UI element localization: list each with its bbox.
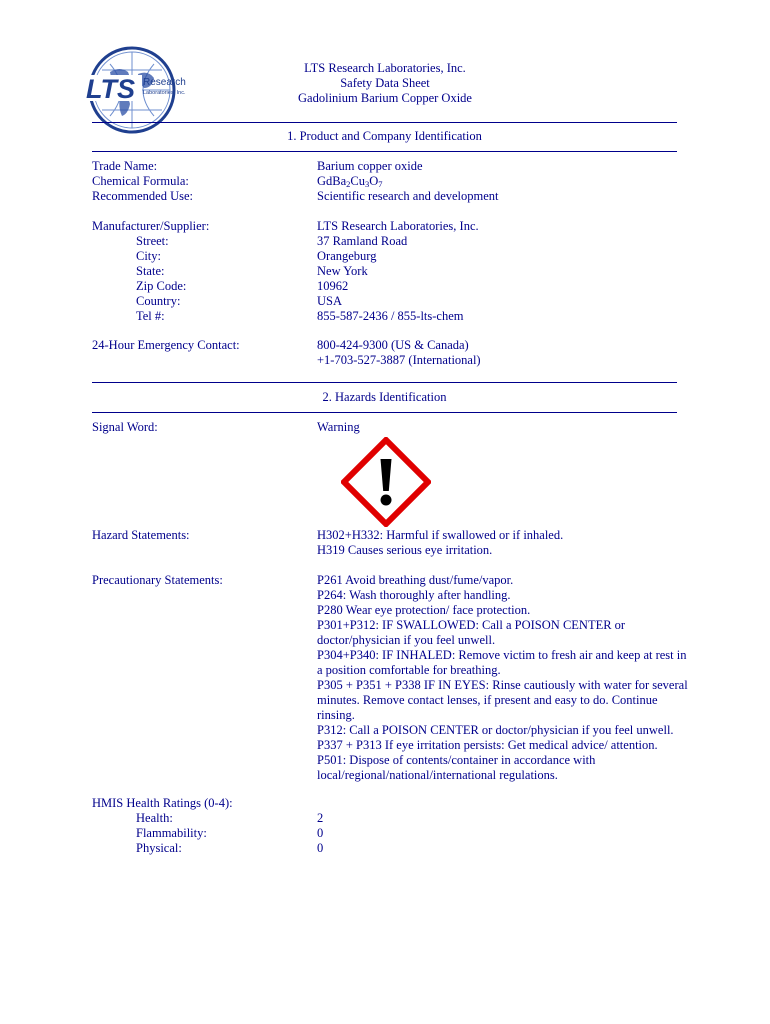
manufacturer-label: Manufacturer/Supplier: bbox=[92, 219, 210, 233]
precaution-item: P261 Avoid breathing dust/fume/vapor. bbox=[317, 573, 514, 587]
zip-code-label: Zip Code: bbox=[136, 279, 187, 293]
document-title: Safety Data Sheet bbox=[340, 76, 430, 90]
hazard-statement-2: H319 Causes serious eye irritation. bbox=[317, 543, 493, 557]
svg-text:LTS: LTS bbox=[86, 74, 135, 104]
section-divider bbox=[92, 122, 677, 123]
precautionary-statements-list bbox=[317, 573, 689, 783]
physical-value: 0 bbox=[317, 841, 324, 855]
precaution-item: P264: Wash thoroughly after handling. bbox=[317, 588, 511, 602]
flammability-value: 0 bbox=[317, 826, 324, 840]
precaution-item: P312: Call a POISON CENTER or doctor/physician if you feel unwell. bbox=[317, 723, 674, 737]
country-label: Country: bbox=[136, 294, 181, 308]
product-name: Gadolinium Barium Copper Oxide bbox=[298, 91, 472, 105]
telephone-value: 855-587-2436 / 855-lts-chem bbox=[317, 309, 464, 323]
emergency-contact-label: 24-Hour Emergency Contact: bbox=[92, 338, 240, 352]
street-label: Street: bbox=[136, 234, 169, 248]
zip-code-value: 10962 bbox=[317, 279, 349, 293]
telephone-label: Tel #: bbox=[136, 309, 165, 323]
company-name: LTS Research Laboratories, Inc. bbox=[304, 61, 466, 75]
city-label: City: bbox=[136, 249, 162, 263]
precaution-item: P337 + P313 If eye irritation persists: Get medical advice/ attention. bbox=[317, 738, 658, 752]
flammability-label: Flammability: bbox=[136, 826, 207, 840]
section-divider bbox=[92, 412, 677, 413]
precautionary-statements-label: Precautionary Statements: bbox=[92, 573, 223, 587]
health-value: 2 bbox=[317, 811, 324, 825]
signal-word-value: Warning bbox=[317, 420, 360, 434]
street-value: 37 Ramland Road bbox=[317, 234, 408, 248]
health-label: Health: bbox=[136, 811, 173, 825]
trade-name-label: Trade Name: bbox=[92, 159, 158, 173]
hazard-statements-label: Hazard Statements: bbox=[92, 528, 190, 542]
hmis-ratings-label: HMIS Health Ratings (0-4): bbox=[92, 796, 233, 810]
section-1-title: 1. Product and Company Identification bbox=[287, 129, 482, 143]
section-divider bbox=[92, 382, 677, 383]
physical-label: Physical: bbox=[136, 841, 182, 855]
exclamation-mark-ghs-icon bbox=[341, 437, 431, 527]
svg-text:Laboratories, Inc.: Laboratories, Inc. bbox=[143, 90, 186, 96]
precaution-item: P305 + P351 + P338 IF IN EYES: Rinse cautiously with water for several minutes. Remove contact lenses, if present and easy to do. Continue rinsing. bbox=[317, 678, 688, 722]
chemical-formula-label: Chemical Formula: bbox=[92, 174, 189, 188]
document-header bbox=[200, 61, 570, 106]
emergency-contact-intl: +1-703-527-3887 (International) bbox=[317, 353, 481, 367]
hazard-statement-1: H302+H332: Harmful if swallowed or if inhaled. bbox=[317, 528, 564, 542]
state-label: State: bbox=[136, 264, 165, 278]
signal-word-label: Signal Word: bbox=[92, 420, 158, 434]
section-divider bbox=[92, 151, 677, 152]
state-value: New York bbox=[317, 264, 368, 278]
recommended-use-label: Recommended Use: bbox=[92, 189, 194, 203]
precaution-item: P501: Dispose of contents/container in accordance with local/regional/national/international regulations. bbox=[317, 753, 596, 782]
recommended-use-value: Scientific research and development bbox=[317, 189, 499, 203]
precaution-item: P301+P312: IF SWALLOWED: Call a POISON CENTER or doctor/physician if you feel unwell. bbox=[317, 618, 626, 647]
city-value: Orangeburg bbox=[317, 249, 377, 263]
precaution-item: P304+P340: IF INHALED: Remove victim to fresh air and keep at rest in a position comfortable for breathing. bbox=[317, 648, 687, 677]
emergency-contact-us: 800-424-9300 (US & Canada) bbox=[317, 338, 469, 352]
manufacturer-value: LTS Research Laboratories, Inc. bbox=[317, 219, 479, 233]
chemical-formula-value: $GdBa_2Cu_3O_7$ bbox=[317, 174, 383, 189]
section-2-title: 2. Hazards Identification bbox=[322, 390, 447, 404]
trade-name-value: Barium copper oxide bbox=[317, 159, 423, 173]
svg-text:Research: Research bbox=[143, 77, 186, 88]
precaution-item: P280 Wear eye protection/ face protection. bbox=[317, 603, 531, 617]
country-value: USA bbox=[317, 294, 343, 308]
